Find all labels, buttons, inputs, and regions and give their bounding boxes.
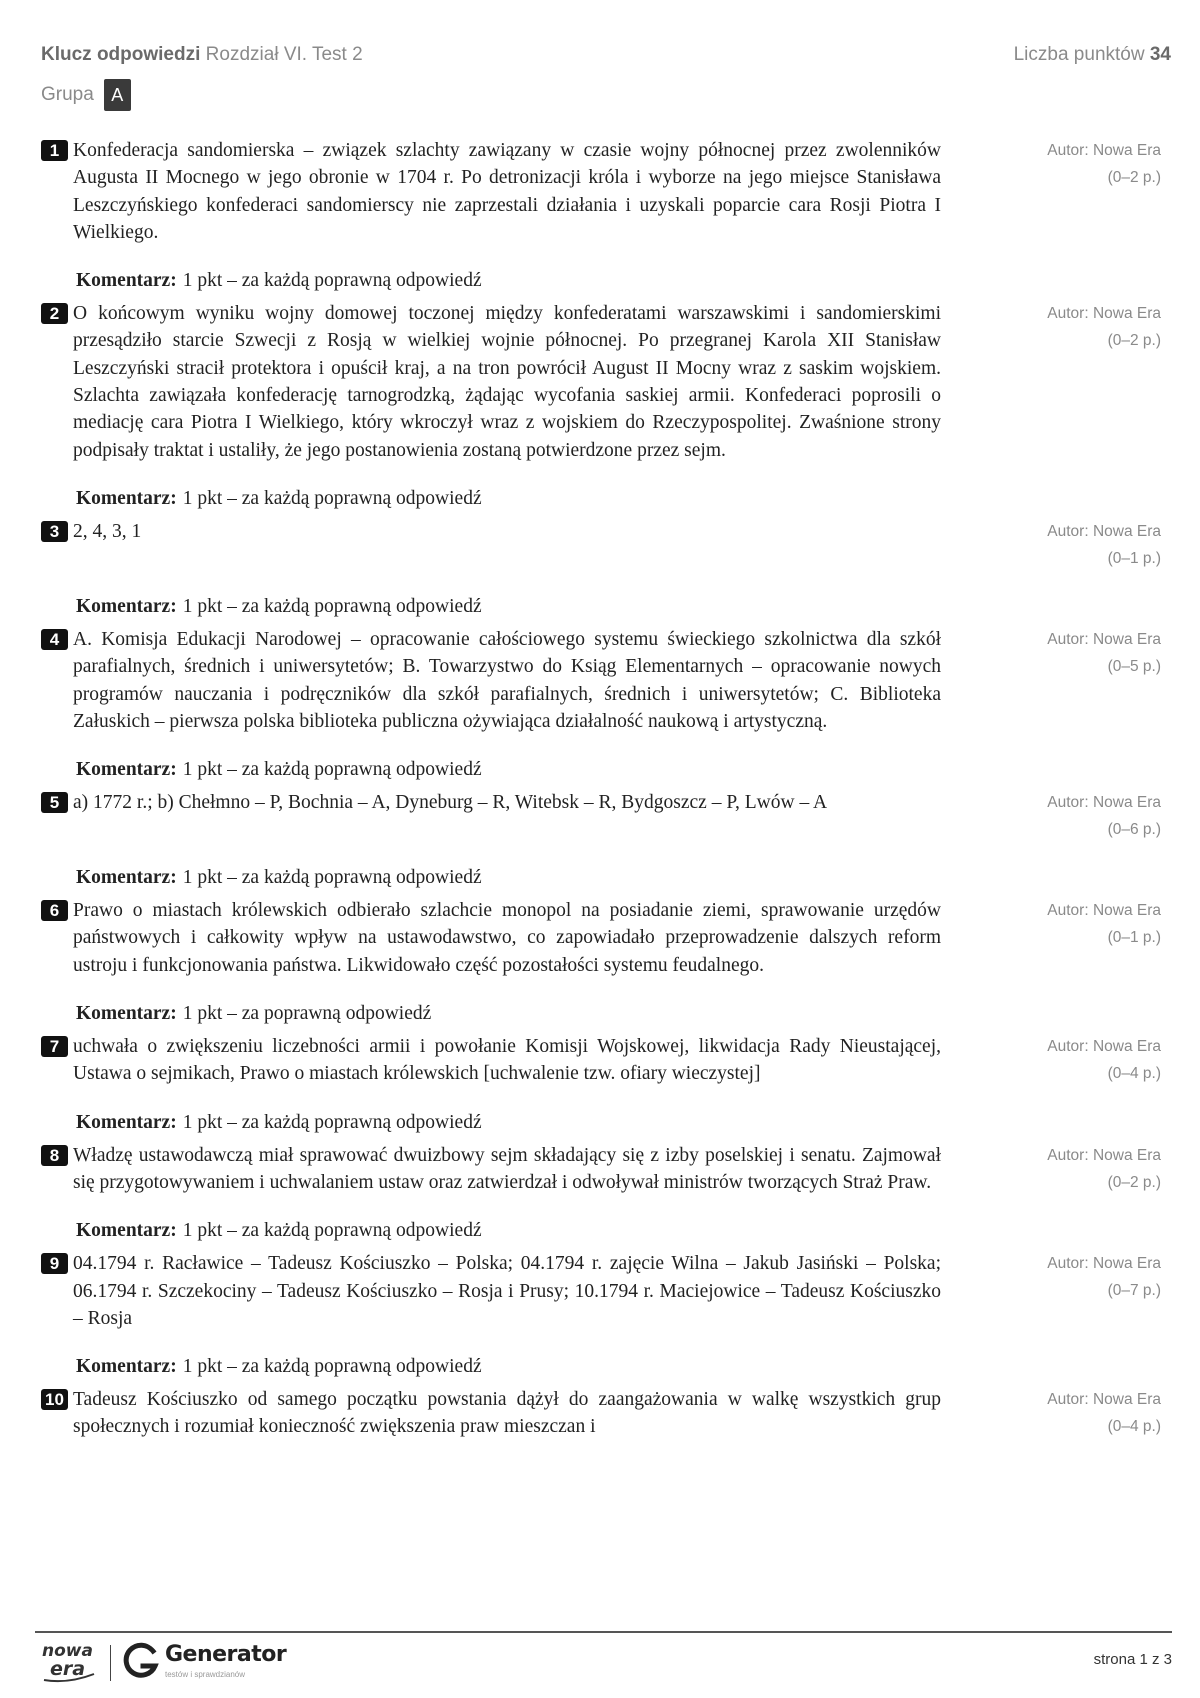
comment-line <box>76 267 1171 294</box>
comment-text: 1 pkt – za każdą poprawną odpowiedź <box>182 1356 482 1378</box>
question-meta <box>991 1250 1171 1304</box>
question-meta <box>991 518 1171 572</box>
answer-text: A. Komisja Edukacji Narodowej – opracowanie całościowego systemu świeckiego szkolnictwa dla szkół parafialnych, średnich i uniwersytetów; B. Towarzystwo do Ksiąg Elementarnych – opracowanie nowych programów nauczania i podręczników dla szkół parafialnych, średnich i uniwersytetów; C. Biblioteka Załuskich – pierwsza polska biblioteka publiczna ożywiająca działalność naukową i artystyczną. <box>73 628 941 732</box>
question-row <box>41 789 1171 843</box>
question-number-badge: 4 <box>41 629 68 650</box>
question-meta <box>991 1386 1171 1440</box>
comment-line <box>76 1353 1171 1380</box>
question-number-badge: 2 <box>41 303 68 324</box>
nowa-era-logo <box>38 1638 98 1684</box>
comment-label: Komentarz: <box>76 867 177 889</box>
answer-text: O końcowym wyniku wojny domowej toczonej między konfederatami warszawskimi i sandomierskimi przesądziło starcie Szwecji z Rosją w wielkiej wojnie północnej. Po przegranej Karola XII Stanisław Leszczyński stracił protektora i opuścił kraj, a na tron powrócił August II Mocny wraz z saskim wojskiem. Szlachta zawiązała konfederację tarnogrodzką, żądając wycofania saskiej armii. Konfederaci poprosili o mediację cara Piotra I Wielkiego, który wkroczył wraz z wojskiem do Rzeczypospolitej. Zwaśnione strony podpisały traktat i ustaliły, że jego postanowienia zostaną potwierdzone przez sejm. <box>73 303 941 461</box>
question-row <box>41 1033 1171 1088</box>
points-range: (0–4 p.) <box>1107 1065 1161 1083</box>
comment-line <box>76 593 1171 620</box>
group-label: Grupa <box>41 84 94 105</box>
question-row <box>41 1142 1171 1197</box>
question-meta <box>991 1142 1171 1196</box>
points-range: (0–2 p.) <box>1107 332 1161 350</box>
comment-line <box>76 1109 1171 1136</box>
points-label: Liczba punktów <box>1013 44 1145 65</box>
question-number <box>41 1145 69 1166</box>
comment-label: Komentarz: <box>76 270 177 292</box>
question-meta <box>991 897 1171 951</box>
question-row <box>41 137 1171 246</box>
comment-label: Komentarz: <box>76 1003 177 1025</box>
question-number <box>41 521 69 542</box>
author-label: Autor: Nowa Era <box>1047 305 1161 323</box>
nowa-era-logo-line2: era <box>50 1658 86 1680</box>
question-number <box>41 140 69 161</box>
comment-text: 1 pkt – za każdą poprawną odpowiedź <box>182 759 482 781</box>
question-number <box>41 900 69 921</box>
question-block <box>41 300 1171 512</box>
generator-logo <box>123 1642 287 1684</box>
generator-logo-text: Generator <box>165 1642 287 1667</box>
comment-line <box>76 756 1171 783</box>
author-label: Autor: Nowa Era <box>1047 522 1161 540</box>
question-row <box>41 518 1171 572</box>
comment-label: Komentarz: <box>76 1111 177 1133</box>
comment-text: 1 pkt – za poprawną odpowiedź <box>182 1003 432 1025</box>
question-number-badge: 10 <box>41 1389 68 1410</box>
points-range: (0–5 p.) <box>1107 657 1161 675</box>
answer-text: 2, 4, 3, 1 <box>73 520 142 542</box>
points-range: (0–1 p.) <box>1107 549 1161 567</box>
author-label: Autor: Nowa Era <box>1047 902 1161 920</box>
author-label: Autor: Nowa Era <box>1047 630 1161 648</box>
question-meta <box>991 300 1171 354</box>
title-rest: Rozdział VI. Test 2 <box>205 44 363 65</box>
author-label: Autor: Nowa Era <box>1047 1255 1161 1273</box>
question-meta <box>991 626 1171 680</box>
page-title <box>41 44 363 66</box>
question-number <box>41 792 69 813</box>
footer-divider <box>35 1631 1172 1633</box>
page-number: strona 1 z 3 <box>1093 1651 1172 1668</box>
answer-text: Prawo o miastach królewskich odbierało szlachcie monopol na posiadanie ziemi, sprawowanie urzędów państwowych i całkowity wpływ na ustawodawstwo, co zapowiadało przeprowadzenie dalszych reform ustroju i funkcjonowania państwa. Likwidowało część pozostałości systemu feudalnego. <box>73 900 941 976</box>
question-number-badge: 6 <box>41 900 68 921</box>
answer-text: uchwała o zwiększeniu liczebności armii i powołanie Komisji Wojskowej, likwidacja Rady Nieustającej, Ustawa o sejmikach, Prawo o miastach królewskich [uchwalenie tzw. ofiary wieczystej] <box>73 1036 941 1085</box>
author-label: Autor: Nowa Era <box>1047 794 1161 812</box>
title-bold: Klucz odpowiedzi <box>41 44 201 65</box>
question-block <box>41 626 1171 783</box>
points-range: (0–2 p.) <box>1107 1173 1161 1191</box>
logo-separator <box>110 1645 111 1681</box>
question-row <box>41 300 1171 464</box>
question-meta <box>991 137 1171 191</box>
question-row <box>41 897 1171 979</box>
question-number <box>41 1036 69 1057</box>
points-range: (0–7 p.) <box>1107 1282 1161 1300</box>
comment-text: 1 pkt – za każdą poprawną odpowiedź <box>182 867 482 889</box>
comment-label: Komentarz: <box>76 1220 177 1242</box>
question-row <box>41 1386 1171 1441</box>
comment-text: 1 pkt – za każdą poprawną odpowiedź <box>182 487 482 509</box>
author-label: Autor: Nowa Era <box>1047 1146 1161 1164</box>
comment-text: 1 pkt – za każdą poprawną odpowiedź <box>182 270 482 292</box>
question-block <box>41 137 1171 294</box>
question-number-badge: 7 <box>41 1036 68 1057</box>
comment-line <box>76 1000 1171 1027</box>
group-indicator <box>41 79 131 111</box>
question-number-badge: 9 <box>41 1253 68 1274</box>
comment-line <box>76 485 1171 512</box>
total-points <box>1014 44 1171 66</box>
question-number <box>41 1389 69 1410</box>
question-number-badge: 3 <box>41 521 68 542</box>
answer-text: Konfederacja sandomierska – związek szlachty zawiązany w czasie wojny północnej przez zwolenników Augusta II Mocnego w jego obronie w 1704 r. Po detronizacji króla i wyborze na jego miejsce Stanisława Leszczyńskiego konfederaci sandomierscy nie zaprzestali działania i uzyskali poparcie cara Rosji Piotra I Wielkiego. <box>73 140 941 243</box>
question-number <box>41 303 69 324</box>
comment-text: 1 pkt – za każdą poprawną odpowiedź <box>182 1111 482 1133</box>
question-meta <box>991 789 1171 843</box>
comment-label: Komentarz: <box>76 759 177 781</box>
nowa-era-logo-line1: nowa <box>42 1641 93 1661</box>
generator-logo-subtitle: testów i sprawdzianów <box>165 1670 246 1679</box>
question-block <box>41 1142 1171 1245</box>
answer-text: Tadeusz Kościuszko od samego początku powstania dążył do zaangażowania w walkę wszystkich grup społecznych i rozumiał konieczność zwiększenia praw mieszczan i <box>73 1389 941 1438</box>
author-label: Autor: Nowa Era <box>1047 1038 1161 1056</box>
question-meta <box>991 1033 1171 1087</box>
author-label: Autor: Nowa Era <box>1047 142 1161 159</box>
points-range: (0–6 p.) <box>1107 821 1161 839</box>
comment-text: 1 pkt – za każdą poprawną odpowiedź <box>182 595 482 617</box>
question-number <box>41 629 69 650</box>
question-row <box>41 1250 1171 1332</box>
question-number-badge: 8 <box>41 1145 68 1166</box>
question-row <box>41 626 1171 735</box>
question-block <box>41 1250 1171 1380</box>
questions-list <box>41 137 1171 1623</box>
comment-line <box>76 1217 1171 1244</box>
comment-label: Komentarz: <box>76 1356 177 1378</box>
answer-text: Władzę ustawodawczą miał sprawować dwuizbowy sejm składający się z izby poselskiej i senatu. Zajmował się przygotowywaniem i uchwalaniem ustaw oraz zatwierdzał i odwoływał ministrów tworzących Straż Praw. <box>73 1144 941 1193</box>
question-number-badge: 5 <box>41 792 68 813</box>
group-badge: A <box>104 79 131 111</box>
points-range: (0–2 p.) <box>1107 169 1161 186</box>
comment-label: Komentarz: <box>76 595 177 617</box>
generator-g-icon <box>123 1642 159 1680</box>
question-number-badge: 1 <box>41 140 68 161</box>
question-block <box>41 789 1171 891</box>
comment-label: Komentarz: <box>76 487 177 509</box>
question-block <box>41 1033 1171 1136</box>
points-range: (0–4 p.) <box>1107 1418 1161 1436</box>
points-range: (0–1 p.) <box>1107 929 1161 947</box>
question-number <box>41 1253 69 1274</box>
points-value: 34 <box>1149 44 1171 65</box>
comment-line <box>76 864 1171 891</box>
comment-text: 1 pkt – za każdą poprawną odpowiedź <box>182 1220 482 1242</box>
answer-text: 04.1794 r. Racławice – Tadeusz Kościuszko – Polska; 04.1794 r. zajęcie Wilna – Jakub Jasiński – Polska; 06.1794 r. Szczekociny – Tadeusz Kościuszko – Rosja i Prusy; 10.1794 r. Maciejowice – Tadeusz Kościuszko – Rosja <box>73 1253 941 1329</box>
question-block <box>41 1386 1171 1441</box>
question-block <box>41 518 1171 620</box>
author-label: Autor: Nowa Era <box>1047 1391 1161 1409</box>
question-block <box>41 897 1171 1027</box>
answer-text: a) 1772 r.; b) Chełmno – P, Bochnia – A, Dyneburg – R, Witebsk – R, Bydgoszcz – P, Lwów – A <box>73 792 828 814</box>
page-footer <box>35 1638 1172 1688</box>
